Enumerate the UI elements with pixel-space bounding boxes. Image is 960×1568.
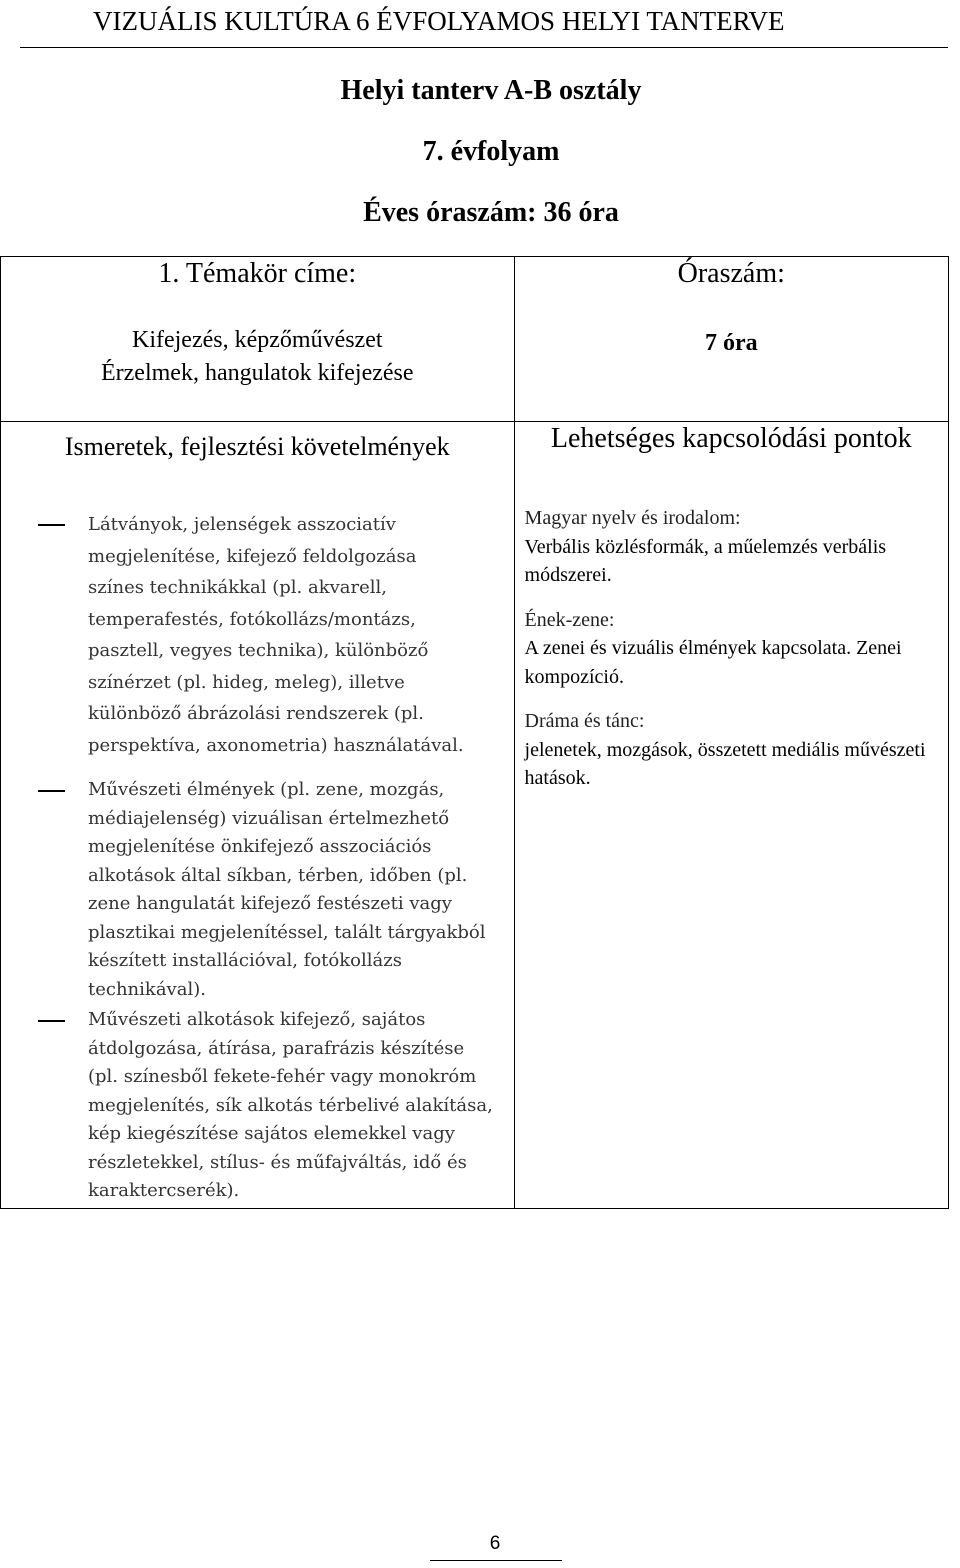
requirement-item: [1, 776, 514, 1004]
link-text: Verbális közlésformák, a műelemzés verbális módszerei.: [524, 535, 887, 586]
requirement-item: [1, 509, 488, 761]
topic-label: 1. Témakör címe:: [158, 258, 357, 289]
link-group: [525, 606, 938, 692]
annual-hours-heading: Éves óraszám: 36 óra: [363, 197, 619, 228]
link-group: [525, 504, 938, 590]
links-cell: [514, 422, 948, 1209]
requirements-list: [1, 509, 514, 1208]
hours-value: 7 óra: [704, 330, 758, 356]
requirement-text: Művészeti élmények (pl. zene, mozgás, médiajelenség) vizuálisan értelmezhető megjelenítése önkifejező asszociációs alkotások által síkban, térben, időben (pl. zene hangulatát kifejező festészeti vagy plasztikai megjelenítéssel, talált tárgyakból készített installációval, fotókollázs technikával).: [88, 779, 486, 1000]
dash-bullet-icon: [38, 1020, 65, 1022]
requirement-text: Művészeti alkotások kifejező, sajátos átdolgozása, átírása, parafrázis készítése (pl. színesből fekete-fehér vagy monokróm megjelenítés, sík alkotás térbelivé alakítása, kép kiegészítése sajátos elemekkel vagy részletekkel, stílus- és műfajváltás, idő és karaktercserék).: [88, 1009, 493, 1201]
topic-name-line1: Kifejezés, képzőművészet: [131, 327, 383, 353]
content-row: [1, 422, 949, 1209]
document-header-title: VIZUÁLIS KULTÚRA 6 ÉVFOLYAMOS HELYI TANTERVE: [93, 6, 785, 36]
topic-name: [1, 324, 514, 390]
curriculum-heading: Helyi tanterv A-B osztály: [340, 75, 642, 106]
dash-bullet-icon: [38, 790, 65, 792]
topic-title-cell: [1, 257, 515, 422]
topic-name-line2: Érzelmek, hangulatok kifejezése: [101, 360, 414, 386]
topic-row: [1, 257, 949, 422]
footer-rule: [430, 1560, 562, 1561]
requirements-heading: Ismeretek, fejlesztési követelmények: [64, 432, 450, 461]
link-group: [525, 707, 938, 793]
requirement-text: Látványok, jelenségek asszociatív megjelenítése, kifejező feldolgozása színes technikákkal (pl. akvarell, temperafestés, fotókollázs/montázs, pasztell, vegyes technika), különböző színérzet (pl. hideg, meleg), illetve különböző ábrázolási rendszerek (pl. perspektíva, axonometria) használatával.: [88, 514, 464, 756]
topic-hours-cell: [514, 257, 948, 422]
topic-table: [0, 256, 949, 1209]
link-text: jelenetek, mozgások, összetett mediális művészeti hatások.: [524, 738, 926, 789]
links-list: [515, 504, 948, 793]
link-text: A zenei és vizuális élmények kapcsolata. Zenei kompozíció.: [524, 637, 902, 688]
dash-bullet-icon: [38, 524, 65, 526]
link-subject: Ének-zene:: [524, 608, 615, 631]
requirement-item: [1, 1006, 514, 1208]
grade-heading: 7. évfolyam: [422, 136, 560, 167]
links-heading: Lehetséges kapcsolódási pontok: [550, 423, 912, 454]
link-subject: Magyar nyelv és irodalom:: [524, 507, 741, 529]
link-subject: Dráma és tánc:: [524, 710, 645, 732]
hours-label: Óraszám:: [677, 258, 785, 289]
header-rule: [20, 47, 948, 48]
page-number: 6: [489, 1533, 501, 1554]
requirements-cell: [1, 422, 515, 1209]
